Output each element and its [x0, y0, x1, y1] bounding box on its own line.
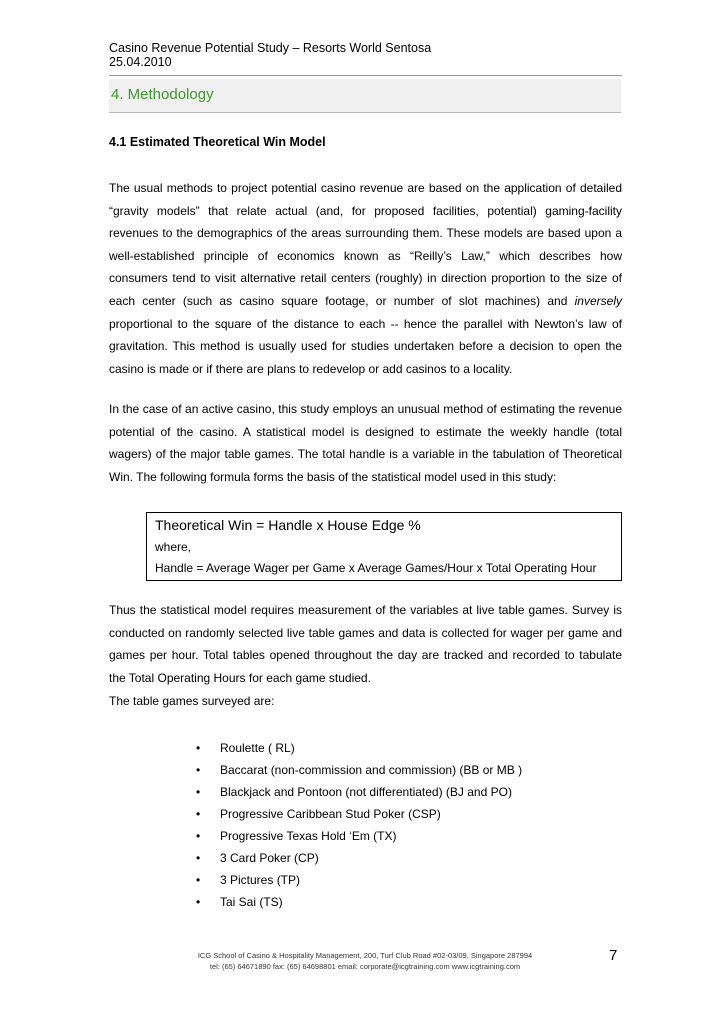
- page-number: 7: [609, 947, 618, 964]
- bullet-icon: •: [196, 851, 201, 865]
- list-item-text: 3 Card Poker (CP): [220, 851, 319, 865]
- paragraph-text: The usual methods to project potential casino revenue are based on the application of detailed “gravity models” that relate actual (and, for proposed facilities, potential) gaming-facility revenues to the demographics of the areas surrounding them. These models are based upon a well-established principle of economics known as “Reilly’s Law,” which describes how consumers tend to visit alternative retail centers (roughly) in direction proportion to the size of each center (such as casino square footage, or number of slot machines) and: [109, 181, 622, 308]
- bullet-icon: •: [196, 895, 201, 909]
- paragraph-gravity-models: [109, 177, 622, 380]
- bullet-icon: •: [196, 785, 201, 799]
- list-item-text: Baccarat (non-commission and commission) (BB or MB ): [220, 763, 523, 777]
- list-item-text: Progressive Texas Hold ‘Em (TX): [220, 829, 397, 843]
- list-intro: The table games surveyed are:: [109, 694, 275, 708]
- paragraph-text: proportional to the square of the distance to each -- hence the parallel with Newton’s law of gravitation. This method is usually used for studies undertaken before a decision to open the casino is made or if there are plans to redevelop or add casinos to a locality.: [109, 316, 622, 376]
- bullet-icon: •: [196, 829, 201, 843]
- subsection-title: 4.1 Estimated Theoretical Win Model: [109, 135, 326, 149]
- document-title: Casino Revenue Potential Study – Resorts World Sentosa: [109, 41, 432, 55]
- document-date: 25.04.2010: [109, 55, 172, 69]
- footer-address: ICG School of Casino & Hospitality Management, 200, Turf Club Road #02-03/09, Singapore 287994: [197, 951, 533, 960]
- section-heading-box: [109, 79, 621, 113]
- formula-box: [146, 512, 622, 581]
- section-title: 4. Methodology: [111, 86, 214, 103]
- paragraph-measurement: [109, 599, 622, 689]
- running-header: [109, 41, 622, 69]
- bullet-icon: •: [196, 873, 201, 887]
- header-divider: [109, 75, 622, 76]
- footer-contact: tel: (65) 64671890 fax: (65) 64698801 email: corporate@icgtraining.com www.icgtraining.com: [209, 962, 521, 971]
- list-item-text: Tai Sai (TS): [220, 895, 283, 909]
- list-item-text: 3 Pictures (TP): [220, 873, 301, 887]
- page-footer: [150, 950, 580, 972]
- formula-main: Theoretical Win = Handle x House Edge %: [155, 517, 421, 533]
- list-item-text: Blackjack and Pontoon (not differentiated) (BJ and PO): [220, 785, 512, 799]
- bullet-icon: •: [196, 763, 201, 777]
- bullet-icon: •: [196, 807, 201, 821]
- list-item-text: Roulette ( RL): [220, 741, 295, 755]
- list-item-text: Progressive Caribbean Stud Poker (CSP): [220, 807, 441, 821]
- paragraph-text: Thus the statistical model requires measurement of the variables at live table games. Survey is conducted on randomly selected live table games and data is collected for wager per game and games per hour. Total tables opened throughout the day are tracked and recorded to tabulate the Total Operating Hours for each game studied.: [109, 603, 622, 685]
- formula-where: where,: [155, 540, 192, 554]
- emphasis-text: inversely: [574, 293, 622, 308]
- paragraph-text: In the case of an active casino, this study employs an unusual method of estimating the revenue potential of the casino. A statistical model is designed to estimate the weekly handle (total wagers) of the major table games. The total handle is a variable in the tabulation of Theoretical Win. The following formula forms the basis of the statistical model used in this study:: [109, 402, 622, 484]
- formula-handle: Handle = Average Wager per Game x Average Games/Hour x Total Operating Hour: [155, 561, 597, 575]
- bullet-icon: •: [196, 741, 201, 755]
- paragraph-active-casino: [109, 398, 622, 488]
